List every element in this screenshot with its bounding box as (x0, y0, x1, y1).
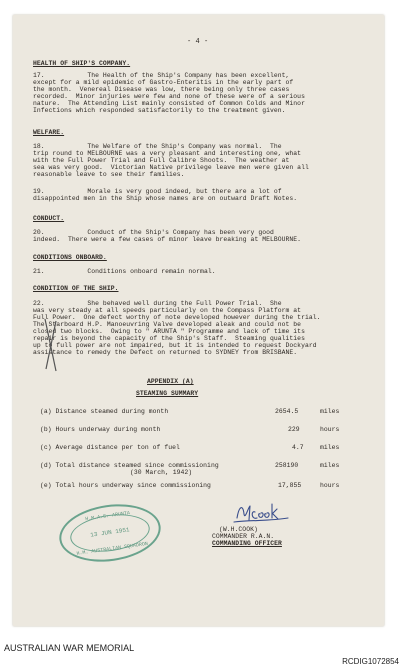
para-18-line-4: sea was very good. Victorian Native privilege leave men were given all (33, 164, 309, 171)
document-page (13, 15, 384, 626)
para-22-line-2: was very steady at all speeds particularly on the Compass Platform at (33, 307, 302, 314)
para-19-line-2: disappointed men in the Ship whose names are on outward Draft Notes. (33, 195, 298, 202)
signatory-rank: COMMANDER R.A.N. (212, 533, 275, 540)
summary-row-a-label: (a) Distance steamed during month (40, 408, 169, 415)
page-number: - 4 - (187, 38, 209, 46)
para-18-line-3: with the Full Power Trial and Full Calibre Shoots. The weather at (33, 157, 290, 164)
summary-row-d-label: (d) Total distance steamed since commissioning (40, 462, 219, 469)
para-22-line-1: 22. She behaved well during the Full Power Trial. She (33, 300, 282, 307)
para-17-line-6: Infections which responded satisfactorily to the treatment given. (33, 107, 286, 114)
para-17-line-1: 17. The Health of the Ship's Company has been excellent, (33, 72, 290, 79)
stamp-line-1: H.M.A.S. ARUNTA (84, 510, 131, 523)
para-22-line-3: Full Power. One defect worthy of note developed however during the trial. (33, 314, 321, 321)
para-19-line-1: 19. Morale is very good indeed, but there are a lot of (33, 188, 282, 195)
para-18-line-2: trip round to MELBOURNE was a very pleasant and interesting one, what (33, 150, 302, 157)
para-18-line-5: reasonable leave to see their families. (33, 171, 185, 178)
footer-record-id: RCDIG1072854 (342, 657, 399, 666)
para-21-line-1: 21. Conditions onboard remain normal. (33, 268, 216, 275)
signatory-name: (W.H.COOK) (219, 526, 258, 533)
para-22-line-6: repair is beyond the capacity of the Ship's Staff. Steaming qualities (33, 335, 305, 342)
stamp-line-3: H.M. AUSTRALIAN SQUADRON (76, 540, 149, 557)
summary-row-d-unit: miles (320, 462, 340, 469)
summary-row-d-value: 258190 (275, 462, 299, 469)
para-18-line-1: 18. The Welfare of the Ship's Company was normal. The (33, 143, 282, 150)
para-22-line-5: closed two blocks. Owing to " ARUNTA " Programme and lack of time its (33, 328, 305, 335)
summary-row-c-label: (c) Average distance per ton of fuel (40, 444, 180, 451)
summary-row-d-date: (30 March, 1942) (130, 469, 193, 476)
heading-welfare: WELFARE. (33, 129, 65, 136)
para-22-line-7: up to full power are not impaired, but it is intended to request Dockyard (33, 342, 317, 349)
para-17-line-2: except for a mild epidemic of Gastro-Enteritis in the early part of (33, 79, 294, 86)
heading-conduct: CONDUCT. (33, 215, 65, 222)
para-17-line-3: the month. Venereal Disease was low, there being only three cases (33, 86, 290, 93)
ship-stamp (56, 498, 165, 568)
handwritten-signature (231, 500, 291, 526)
para-20-line-2: indeed. There were a few cases of minor leave breaking at MELBOURNE. (33, 236, 302, 243)
summary-row-a-value: 2654.5 (275, 408, 299, 415)
heading-conditions: CONDITIONS ONBOARD. (33, 254, 107, 261)
summary-row-e-unit: hours (320, 482, 340, 489)
para-20-line-1: 20. Conduct of the Ship's Company has been very good (33, 229, 274, 236)
summary-row-e-label: (e) Total hours underway since commissioning (40, 482, 211, 489)
heading-health: HEALTH OF SHIP'S COMPANY. (33, 60, 131, 67)
summary-row-e-value: 17,855 (278, 482, 302, 489)
para-22-line-4: The Starboard H.P. Manoeuvring Valve developed aleak and could not be (33, 321, 302, 328)
summary-row-b-value: 229 (288, 426, 300, 433)
signatory-title: COMMANDING OFFICER (212, 540, 282, 547)
footer-archive-name: AUSTRALIAN WAR MEMORIAL (4, 643, 135, 653)
stamp-date: 13 JUN 1951 (89, 526, 131, 539)
para-17-line-4: recorded. Minor injuries were few and none of these were of a serious (33, 93, 305, 100)
para-17-line-5: nature. The Attending List mainly consisted of Common Colds and Minor (33, 100, 305, 107)
appendix-title: APPENDIX (A) (147, 378, 194, 385)
para-22-line-8: assistance to remedy the Defect on returned to SYDNEY from BRISBANE. (33, 349, 298, 356)
summary-row-b-label: (b) Hours underway during month (40, 426, 161, 433)
heading-condition-ship: CONDITION OF THE SHIP. (33, 285, 119, 292)
appendix-subtitle: STEAMING SUMMARY (136, 390, 199, 397)
margin-x-mark (43, 315, 59, 375)
summary-row-c-unit: miles (320, 444, 340, 451)
summary-row-b-unit: hours (320, 426, 340, 433)
summary-row-c-value: 4.7 (292, 444, 304, 451)
summary-row-a-unit: miles (320, 408, 340, 415)
